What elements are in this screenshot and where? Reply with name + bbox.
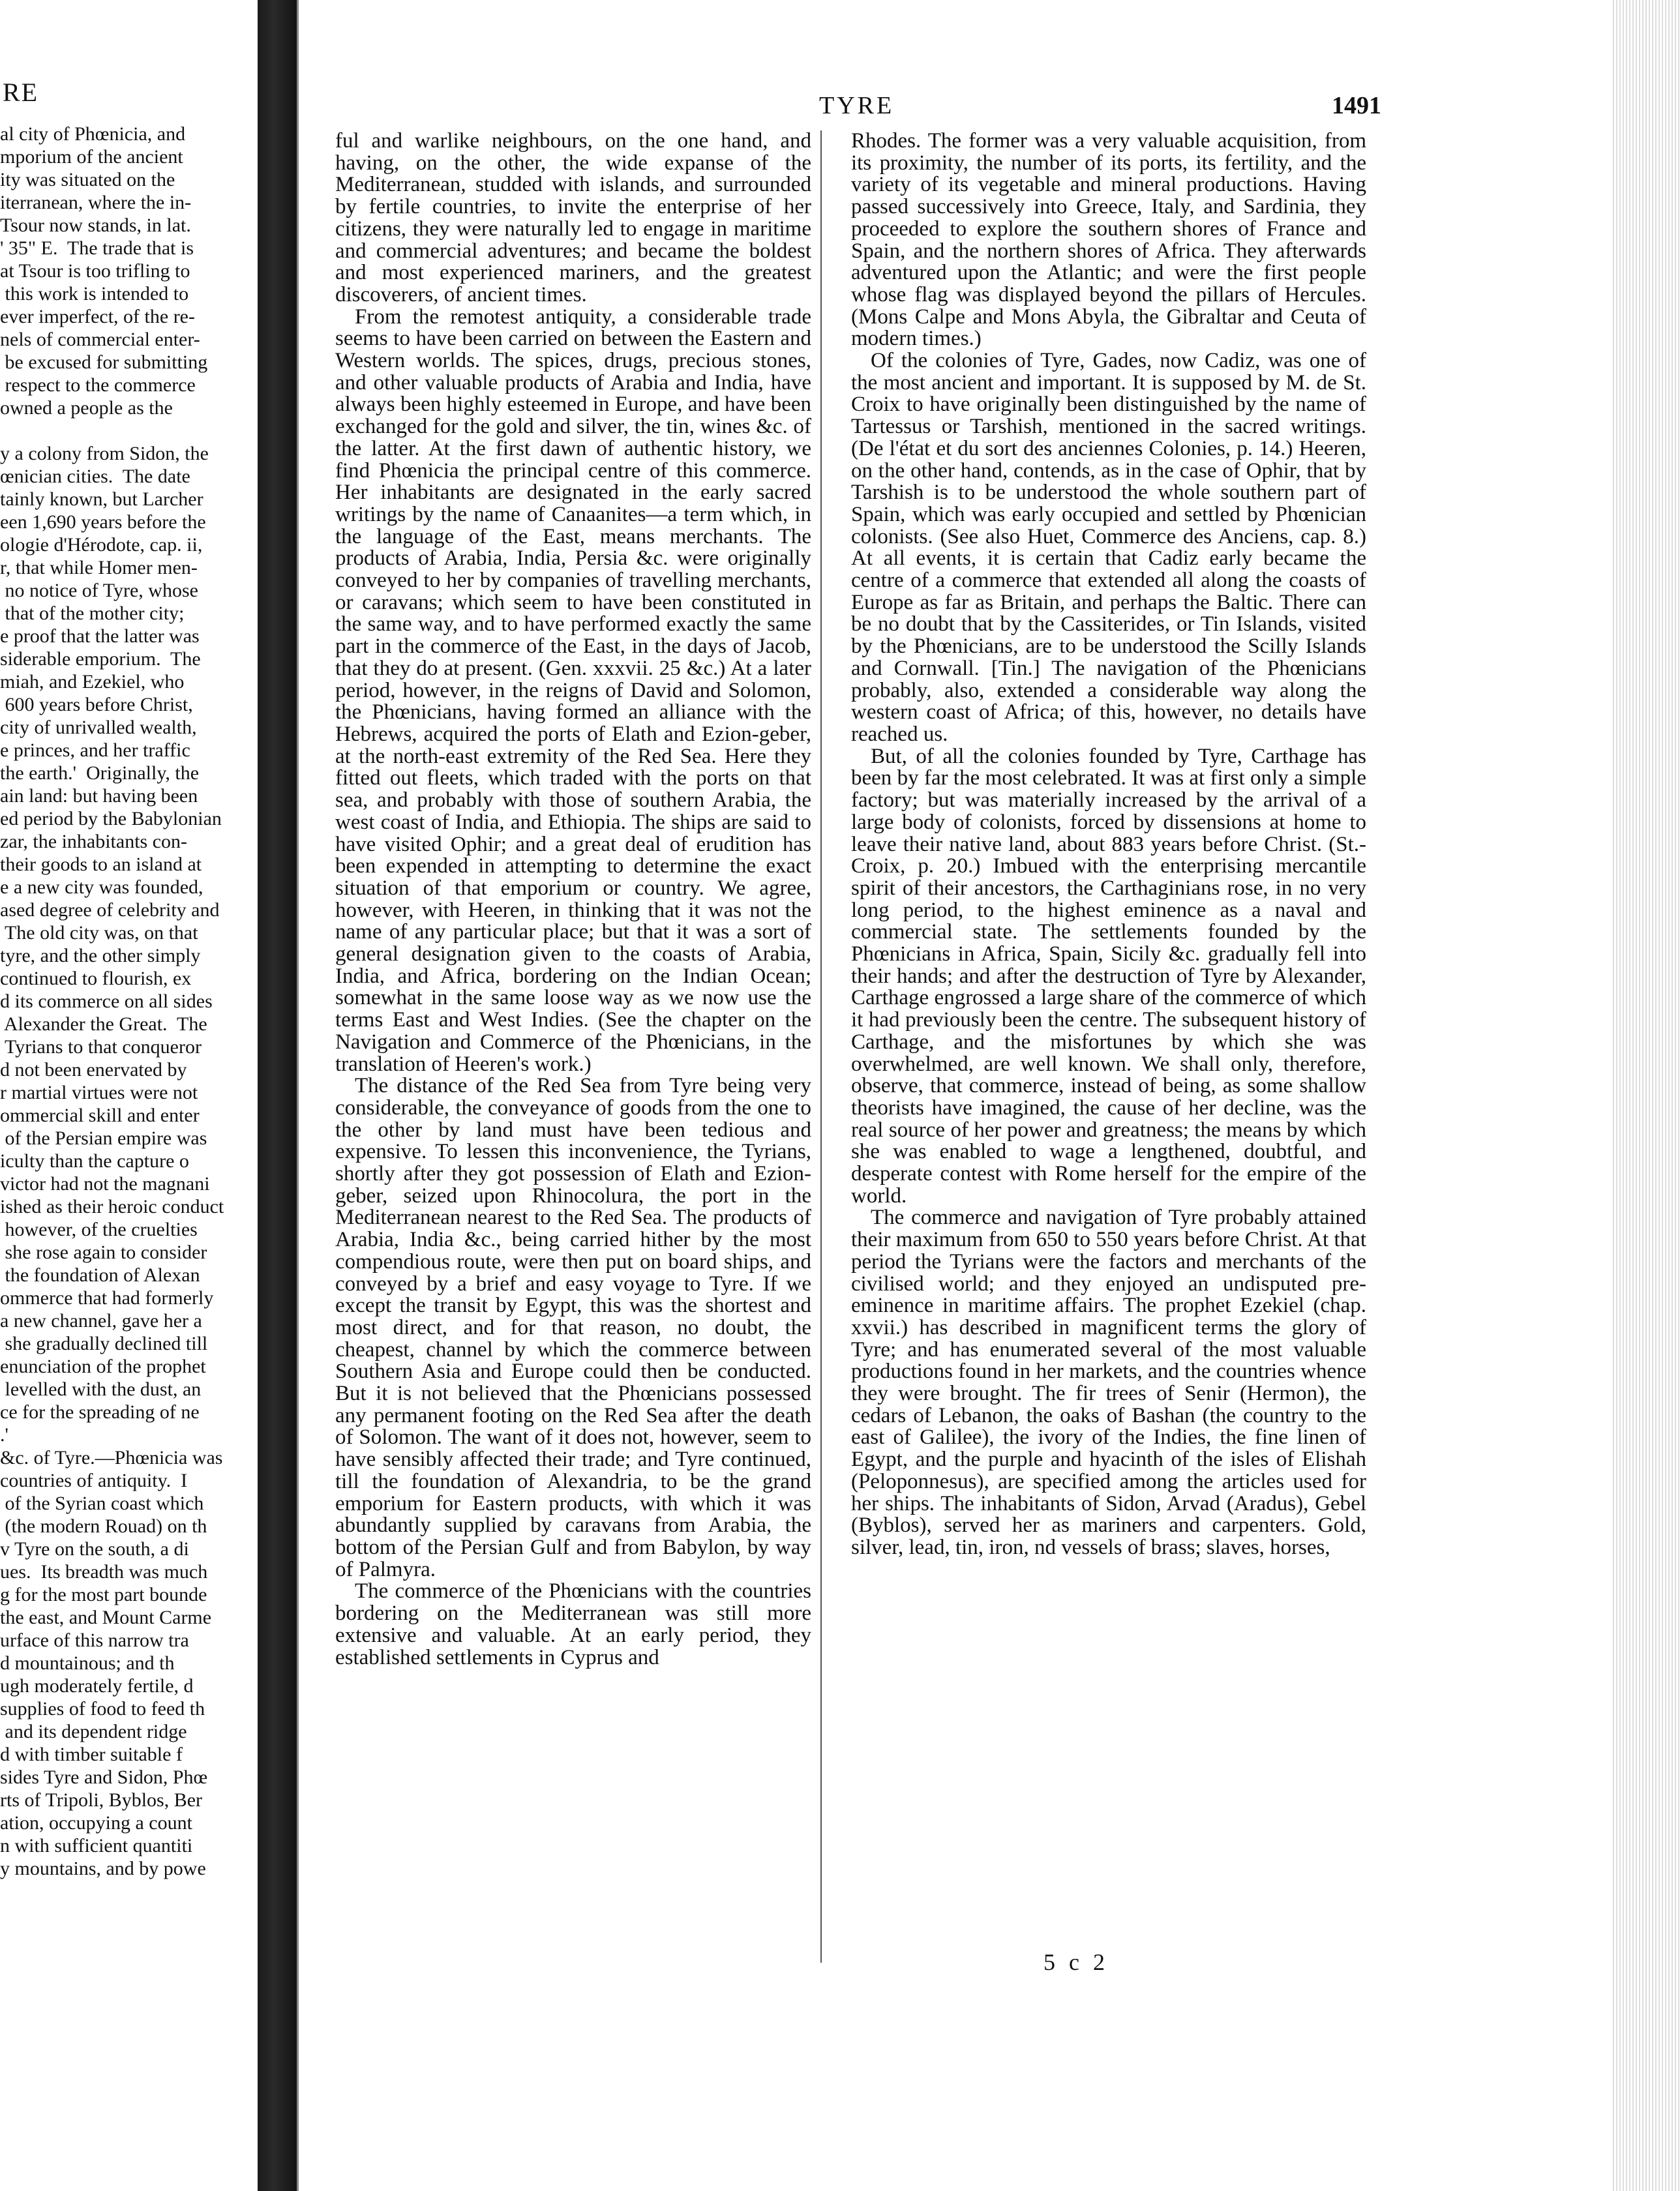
column-left xyxy=(335,130,811,1669)
paragraph: ful and warlike neighbours, on the one hand, and having, on the other, the wide expanse of the Mediterranean, studded with islands, and surrounded by fertile countries, to invite the enterprise of her citizens, they were naturally led to engage in maritime and commercial adventures; and became the boldest and most experienced mariners, and the greatest discoverers, of ancient times. xyxy=(335,129,811,306)
left-page-header: RE xyxy=(3,78,39,107)
paragraph: The commerce and navigation of Tyre probably attained their maximum from 650 to 550 years before Christ. At that period the Tyrians were the factors and merchants of the civilised world; and they enjoyed an undisputed pre-eminence in maritime affairs. The prophet Ezekiel (chap. xxvii.) has described in magnificent terms the glory of Tyre; and has enumerated several of the most valuable productions found in her markets, and the countries whence they were brought. The fir trees of Senir (Hermon), the cedars of Lebanon, the oaks of Bashan (the country to the east of Galilee), the ivory of the Indies, the fine linen of Egypt, and the purple and hyacinth of the isles of Elishah (Peloponnesus), are specified among the articles used for her ships. The inhabitants of Sidon, Arvad (Aradus), Gebel (Byblos), served her as mariners and carpenters. Gold, silver, lead, tin, iron, nd vessels of brass; slaves, horses, xyxy=(851,1206,1366,1559)
left-page-fragment xyxy=(0,0,256,2191)
column-right xyxy=(851,130,1366,1559)
paragraph: But, of all the colonies founded by Tyre, Carthage has been by far the most celebrated. It was at first only a simple factory; but was materially increased by the arrival of a large body of colonists, forced by dissensions at home to leave their native land, about 883 years before Christ. (St.-Croix, p. 20.) Imbued with the enterprising mercantile spirit of their ancestors, the Carthaginians rose, in no very long period, to the highest eminence as a naval and commercial state. The settlements founded by the Phœnicians in Africa, Spain, Sicily &c. gradually fell into their hands; and after the destruction of Tyre by Alexander, Carthage engrossed a large share of the commerce of which it had previously been the centre. The subsequent history of Carthage, and the misfortunes by which she was overwhelmed, are well known. We shall only, therefore, observe, that commerce, instead of being, as some shallow theorists have imagined, the cause of her decline, was the real source of her power and greatness; the means by which she was enabled to wage a lengthened, doubtful, and desperate contest with Rome herself for the empire of the world. xyxy=(851,744,1366,1208)
book-spine xyxy=(258,0,298,2191)
gutter-line xyxy=(297,0,299,2191)
paragraph: The distance of the Red Sea from Tyre being very considerable, the conveyance of goods from the one to the other by land must have been tedious and expensive. To lessen this inconvenience, the Tyrians, shortly after they got possession of Elath and Ezion-geber, seized upon Rhinocolura, the port in the Mediterranean nearest to the Red Sea. The products of Arabia, India &c., being carried hither by the most compendious route, were then put on board ships, and conveyed by a brief and easy voyage to Tyre. If we except the transit by Egypt, this was the shortest and most direct, and for that reason, no doubt, the cheapest, channel by which the commerce between Southern Asia and Europe could then be conducted. But it is not believed that the Phœnicians possessed any permanent footing on the Red Sea after the death of Solomon. The want of it does not, however, seem to have sensibly affected their trade; and Tyre continued, till the foundation of Alexandria, to be the grand emporium for Eastern products, with which it was abundantly supplied by caravans from Arabia, the bottom of the Persian Gulf and from Babylon, by way of Palmyra. xyxy=(335,1074,811,1581)
signature-mark: 5 c 2 xyxy=(1043,1949,1109,1975)
left-page-text: al city of Phœnicia, and mporium of the ancient ity was situated on the iterranean, where the in- Tsour now stands, in lat. ' 35" E. The trade that is at Tsour is too trifling to this work is intended to ever imperfect, of the re- nels of commercial enter- be excused for submitting respect to the commerce owned a people as the y a colony from Sidon, the œnician cities. The date tainly known, but Larcher een 1,690 years before the ologie d'Hérodote, cap. ii, r, that while Homer men- no notice of Tyre, whose that of the mother city; e proof that the latter was siderable emporium. The miah, and Ezekiel, who 600 years before Christ, city of unrivalled wealth, e princes, and her traffic the earth.' Originally, the ain land: but having been ed period by the Babylonian zar, the inhabitants con- their goods to an island at e a new city was founded, ased degree of celebrity and The old city was, on that tyre, and the other simply continued to flourish, ex d its commerce on all sides Alexander the Great. The Tyrians to that conqueror d not been enervated by r martial virtues were not ommercial skill and enter of the Persian empire was iculty than the capture o victor had not the magnani ished as their heroic conduct however, of the cruelties she rose again to consider the foundation of Alexan ommerce that had formerly a new channel, gave her a she gradually declined till enunciation of the prophet levelled with the dust, an ce for the spreading of ne .' &c. of Tyre.—Phœnicia was countries of antiquity. I of the Syrian coast which (the modern Rouad) on th v Tyre on the south, a di ues. Its breadth was much g for the most part bounde the east, and Mount Carme urface of this narrow tra d mountainous; and th ugh moderately fertile, d supplies of food to feed th and its dependent ridge d with timber suitable f sides Tyre and Sidon, Phœ rts of Tripoli, Byblos, Ber ation, occupying a count n with sufficient quantiti y mountains, and by powe xyxy=(0,123,224,1879)
paragraph: From the remotest antiquity, a considerable trade seems to have been carried on between the Eastern and Western worlds. The spices, drugs, precious stones, and other valuable products of Arabia and India, have always been highly esteemed in Europe, and have been exchanged for the gold and silver, the tin, wines &c. of the latter. At the first dawn of authentic history, we find Phœnicia the principal centre of this commerce. Her inhabitants are designated in the early sacred writings by the name of Canaanites—a term which, in the language of the East, means merchants. The products of Arabia, India, Persia &c. were originally conveyed to her by companies of travelling merchants, or caravans; which seem to have been constituted in the same way, and to have performed exactly the same part in the commerce of the East, in the days of Jacob, that they do at present. (Gen. xxxvii. 25 &c.) At a later period, however, in the reigns of David and Solomon, the Phœnicians, having formed an alliance with the Hebrews, acquired the ports of Elath and Ezion-geber, at the north-east extremity of the Red Sea. Here they fitted out fleets, which traded with the ports on that sea, and probably with those of southern Arabia, the west coast of India, and Ethiopia. The ships are said to have visited Ophir; and a great deal of erudition has been expended in attempting to determine the exact situation of that emporium or country. We agree, however, with Heeren, in thinking that it was not the name of any particular place; but that it was a sort of general designation given to the coasts of Arabia, India, and Africa, bordering on the Indian Ocean; somewhat in the same loose way as we now use the terms East and West Indies. (See the chapter on the Navigation and Commerce of the Phœnicians, in the translation of Heeren's work.) xyxy=(335,305,811,1076)
page-edges xyxy=(1611,0,1680,2191)
paragraph: Of the colonies of Tyre, Gades, now Cadiz, was one of the most ancient and important. It is supposed by M. de St. Croix to have originally been distinguished by the name of Tartessus or Tarshish, mentioned in the sacred writings. (De l'état et du sort des anciennes Colonies, p. 14.) Heeren, on the other hand, contends, as in the case of Ophir, that by Tarshish is to be understood the whole southern part of Spain, which was early occupied and settled by Phœnician colonists. (See also Huet, Commerce des Anciens, cap. 8.) At all events, it is certain that Cadiz early became the centre of a commerce that extended all along the coasts of Europe as far as Britain, and perhaps the Baltic. There can be no doubt that by the Cassiterides, or Tin Islands, visited by the Phœnicians, are to be understood the Scilly Islands and Cornwall. [Tin.] The navigation of the Phœnicians probably, also, extended a considerable way along the western coast of Africa; of this, however, no details have reached us. xyxy=(851,349,1366,746)
paragraph: Rhodes. The former was a very valuable acquisition, from its proximity, the number of its ports, its fertility, and the variety of its vegetable and mineral productions. Having passed successively into Greece, Italy, and Sardinia, they proceeded to explore the southern shores of France and Spain, and the northern shores of Africa. They afterwards adventured upon the Atlantic; and were the first people whose flag was displayed beyond the pillars of Hercules. (Mons Calpe and Mons Abyla, the Gibraltar and Ceuta of modern times.) xyxy=(851,129,1366,351)
page-number: 1491 xyxy=(1332,92,1381,119)
column-rule xyxy=(820,130,822,1963)
paragraph: The commerce of the Phœnicians with the countries bordering on the Mediterranean was still more extensive and valuable. At an early period, they established settlements in Cyprus and xyxy=(335,1579,811,1669)
running-head: TYRE xyxy=(819,92,895,119)
